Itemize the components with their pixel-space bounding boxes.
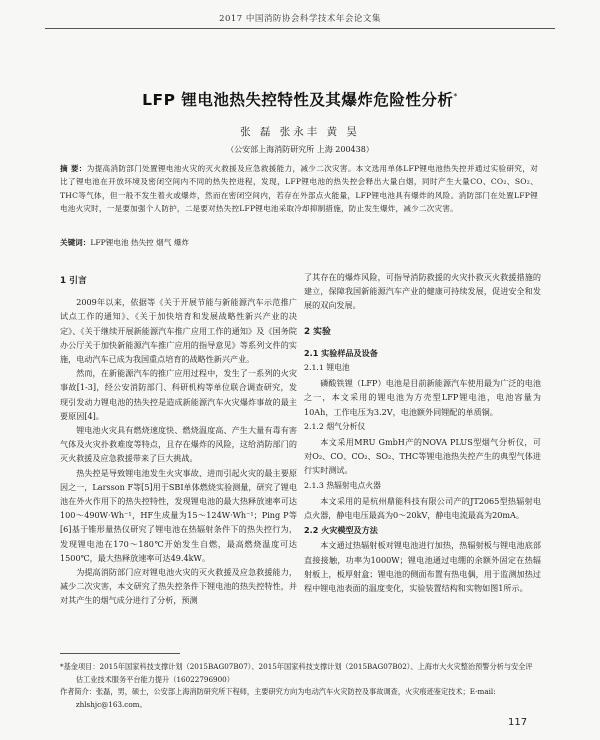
- body-paragraph: 然而，在新能源汽车的推广应用过程中，发生了一系列的火灾事故[1-3]，经公安消防部门、科研机构等单位联合调查研究，发现引发动力锂电池的热失控是造成新能源汽车火灾爆炸事故的最主要原因[4]。: [60, 368, 297, 421]
- subsection-heading-samples: 2.1 实验样品及设备: [304, 347, 378, 358]
- keywords-text: LFP锂电池 热失控 烟气 爆炸: [90, 238, 189, 247]
- title-text: LFP 锂电池热失控特性及其爆炸危险性分析: [142, 91, 454, 109]
- body-paragraph: 2009年以来，依据等《关于开展节能与新能源汽车示范推广试点工作的通知》、《关于加快培育和发展战略性新兴产业的决定》、《关于继续开展新能源汽车推广应用工作的通知》及《国务院办公厅关于加快新能源汽车推广应用的指导意见》等系列文件的实施，电动汽车已成为我国重点培育的战略性新兴产业。: [60, 297, 297, 365]
- authors: 张 磊 张永丰 黄 昊: [240, 126, 360, 138]
- body-paragraph: 磷酸铁锂（LFP）电池是目前新能源汽车使用最为广泛的电池之一，本文采用的锂电池为方壳型LFP锂电池，电池容量为10Ah，工作电压为3.2V，电池额外同锂配的单质铜。: [304, 378, 541, 417]
- body-paragraph: 本文采用MRU GmbH产的NOVA PLUS型烟气分析仪，可对O₂、CO、CO₂、SO₂、THC等锂电池热失控产生的典型气体进行实时测试。: [304, 437, 541, 476]
- header-rule: [45, 28, 555, 29]
- right-column: [304, 270, 541, 595]
- abstract-label: 摘 要：: [60, 164, 87, 173]
- subsubsection-heading-igniter: 2.1.3 热辐射电点火器: [304, 480, 381, 490]
- left-column: [60, 270, 297, 608]
- body-paragraph: 为提高消防部门应对锂电池火灾的灭火救援及应急救援能力，减少二次灾害，本文研究了热失控条件下锂电池的热失控特性，并对其产生的烟气成分进行了分析，预测: [60, 567, 297, 606]
- keywords-label: 关键词：: [60, 238, 91, 247]
- subsubsection-heading-gas-analyzer: 2.1.2 烟气分析仪: [304, 421, 366, 431]
- affiliation: （公安部上海消防研究所 上海 200438）: [226, 145, 374, 154]
- footnote-author: 作者简介：张磊，男，硕士，公安部上海消防研究所下程师，主要研究方向为电动汽车火灾防控及事故调查，火灾痕迹鉴定技术；E-mail: zhlshjc@163.com。: [60, 687, 496, 709]
- subsection-heading-method: 2.2 火灾模型及方法: [304, 525, 378, 536]
- body-paragraph: 锂电池火灾具有燃烧速度快、燃烧温度高、产生大量有毒有害气体及火灾扑救难度等特点，且存在爆炸的风险，这给消防部门的灭火救援及应急救援带来了巨大挑战。: [60, 425, 297, 464]
- page-number: 117: [508, 717, 528, 728]
- paper-title: [0, 88, 600, 110]
- subsubsection-heading-battery: 2.1.1 锂电池: [304, 363, 350, 373]
- running-head: 2017 中国消防协会科学技术年会论文集: [219, 14, 381, 24]
- abstract: [60, 162, 538, 215]
- abstract-text: 为提高消防部门处置锂电池火灾的灭火救援及应急救援能力，减少二次灾害。本文选用单体LFP锂电池热失控并通过实验研究，对比了锂电池在开放环境及密闭空间内不同的热失控进程，发现，LFP锂电池的热失控会释出大量白烟，同时产生大量CO、CO₂、SO₂、THC等气体，但一般不发生着火或爆炸，然而在密闭空间内，若存在外部点火能量，LFP锂电池具有爆炸的风险。消防部门在处置LFP锂电池火灾时，一是要加强个人防护，二是要对热失控LFP锂电池采取冷却抑制措施，防止发生爆炸，减少二次灾害。: [60, 164, 539, 213]
- body-paragraph: 热失控是导致锂电池发生火灾事故、进而引起火灾的最主要原因之一，Larsson F等[5]用于SBI单体燃烧实验测量，研究了锂电池在外火作用下的热失控特性，发现锂电池的最大热释放速率可达100～490W·Wh⁻¹，HF生成量为15～124W·Wh⁻¹；Ping P等[6]基于锥形量热仪研究了锂电池在热辐射条件下的热失控行为，发现锂电池在170～180℃开始发生自燃，最高燃烧温度可达1500℃，最大热释放速率可达49.4kW。: [60, 467, 297, 563]
- body-paragraph: 本文通过热辐射板对锂电池进行加热，热辐射板与锂电池底部直接接触，功率为1000W；锂电池通过电绷的余额外固定在热辐射板上，板厚射盒；锂电池的侧面布置有热电偶，用于监测加热过程中锂电池表面的温度变化，实验装置结构和实物如图1所示。: [304, 540, 541, 594]
- section-heading-experiment: 2 实验: [304, 326, 331, 337]
- footnote-rule: [60, 653, 180, 654]
- title-footnote-mark: *: [453, 91, 458, 101]
- body-paragraph: 本文采用的是杭州鼎能科技有限公司产的JT2065型热辐射电点火器，静电电压最高为0～20kV，静电电流最高为20mA。: [304, 495, 541, 521]
- body-paragraph-continued: 了其存在的爆炸风险，可指导消防救援的火灾扑救灭火救援措施的建立，保障我国新能源汽车产业的健康可持续发展，促进安全和发展的双向发展。: [304, 272, 541, 311]
- section-heading-introduction: 1 引言: [60, 276, 87, 286]
- footnotes: [60, 661, 538, 711]
- keywords: [60, 237, 538, 248]
- footnote-funding: *基金项目：2015年国家科技支撑计划（2015BAG07B07）、2015年国家科技支撑计划（2015BAG07B02）、上海市大火灾整治预警分析与安全评估工业技术服务平台能力提升（16022796900）: [60, 662, 533, 684]
